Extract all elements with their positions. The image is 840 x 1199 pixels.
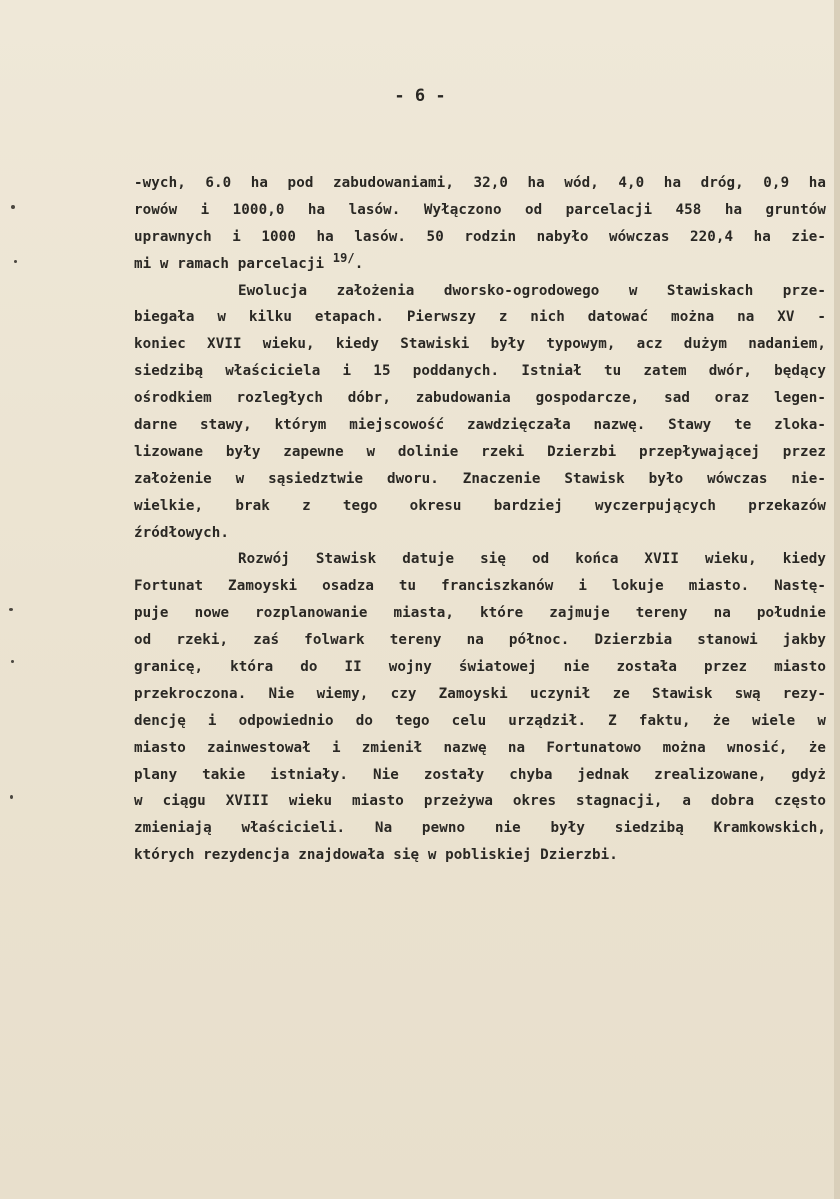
text-line <box>134 251 826 278</box>
text-line <box>134 224 826 251</box>
text-line <box>134 520 826 547</box>
text-line-content: założenie w sąsiedztwie dworu. Znaczenie Stawisk było wówczas nie- <box>134 470 826 487</box>
scan-speck <box>11 660 14 663</box>
text-line-content: mi w ramach parcelacji <box>134 255 325 272</box>
text-line <box>134 654 826 681</box>
text-line <box>134 466 826 493</box>
scan-speck <box>9 608 13 611</box>
text-line-content: siedzibą właściciela i 15 poddanych. Istniał tu zatem dwór, będący <box>134 363 826 380</box>
text-line-content: rowów i 1000,0 ha lasów. Wyłączono od parcelacji 458 ha gruntów <box>134 201 826 218</box>
text-line <box>134 681 826 708</box>
text-line <box>134 170 826 197</box>
text-line-content: ośrodkiem rozległych dóbr, zabudowania gospodarcze, sad oraz legen- <box>134 390 826 407</box>
footnote-marker: 19/ <box>332 250 355 265</box>
text-line <box>134 412 826 439</box>
text-line-content: wielkie, brak z tego okresu bardziej wyczerpujących przekazów <box>134 497 826 514</box>
text-line-content: darne stawy, którym miejscowość zawdzięczała nazwę. Stawy te zloka- <box>134 417 826 434</box>
trailing-punctuation: . <box>354 255 364 272</box>
text-line-content: Fortunat Zamoyski osadza tu franciszkanów i lokuje miasto. Nastę- <box>134 578 826 595</box>
text-line-content: lizowane były zapewne w dolinie rzeki Dzierzbi przepływającej przez <box>134 443 826 460</box>
text-line <box>134 439 826 466</box>
text-line-content: których rezydencja znajdowała się w pobliskiej Dzierzbi. <box>134 847 618 864</box>
text-line <box>134 358 826 385</box>
text-line <box>134 815 826 842</box>
body-text <box>134 170 826 869</box>
text-line-content: od rzeki, zaś folwark tereny na północ. Dzierzbia stanowi jakby <box>134 632 826 649</box>
scan-speck <box>11 205 15 209</box>
text-line <box>134 627 826 654</box>
page-number: - 6 - <box>394 86 446 106</box>
scan-speck <box>14 260 17 263</box>
text-line-content: zmieniają właścicieli. Na pewno nie były siedzibą Kramkowskich, <box>134 820 826 837</box>
text-line-content: biegała w kilku etapach. Pierwszy z nich datować można na XV - <box>134 309 826 326</box>
text-line <box>134 788 826 815</box>
text-line <box>134 493 826 520</box>
text-line-content: w ciągu XVIII wieku miasto przeżywa okres stagnacji, a dobra często <box>134 793 826 810</box>
text-line <box>134 278 826 305</box>
text-line <box>134 331 826 358</box>
text-line-content: granicę, która do II wojny światowej nie została przez miasto <box>134 659 826 676</box>
scan-speck <box>10 795 13 799</box>
text-line-content: puje nowe rozplanowanie miasta, które zajmuje tereny na południe <box>134 605 826 622</box>
text-line <box>134 762 826 789</box>
text-line <box>134 600 826 627</box>
text-line-content: przekroczona. Nie wiemy, czy Zamoyski uczynił ze Stawisk swą rezy- <box>134 685 826 702</box>
text-line-content: dencję i odpowiednio do tego celu urządził. Z faktu, że wiele w <box>134 712 826 729</box>
text-line-content: źródłowych. <box>134 524 230 541</box>
text-line-content: Ewolucja założenia dworsko-ogrodowego w Stawiskach prze- <box>238 282 826 299</box>
text-line-content: koniec XVII wieku, kiedy Stawiski były typowym, acz dużym nadaniem, <box>134 336 826 353</box>
text-line <box>134 197 826 224</box>
text-line <box>134 385 826 412</box>
text-line <box>134 573 826 600</box>
text-line-content: uprawnych i 1000 ha lasów. 50 rodzin nabyło wówczas 220,4 ha zie- <box>134 228 826 245</box>
text-line <box>134 735 826 762</box>
text-line-content: -wych, 6.0 ha pod zabudowaniami, 32,0 ha wód, 4,0 ha dróg, 0,9 ha <box>134 175 826 191</box>
text-line-content: Rozwój Stawisk datuje się od końca XVII wieku, kiedy <box>238 551 826 568</box>
text-line <box>134 708 826 735</box>
text-line-content: plany takie istniały. Nie zostały chyba jednak zrealizowane, gdyż <box>134 766 826 783</box>
text-line <box>134 546 826 573</box>
text-line <box>134 304 826 331</box>
text-line <box>134 842 826 869</box>
text-line-content: miasto zainwestował i zmienił nazwę na Fortunatowo można wnosić, że <box>134 739 826 756</box>
